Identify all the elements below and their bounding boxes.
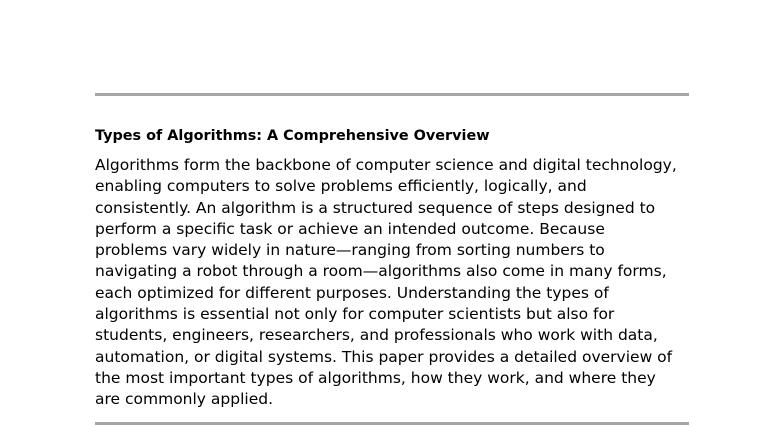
paragraph-line: are commonly applied. xyxy=(95,390,274,409)
paragraph-line: algorithms is essential not only for computer scientists but also for xyxy=(95,305,615,324)
document-title: Types of Algorithms: A Comprehensive Overview xyxy=(95,128,490,144)
paragraph-line: problems vary widely in nature—ranging from sorting numbers to xyxy=(95,241,605,260)
paragraph-line: each optimized for different purposes. Understanding the types of xyxy=(95,283,609,302)
paragraph-line: Algorithms form the backbone of computer science and digital technology, xyxy=(95,156,677,174)
top-divider xyxy=(95,93,689,96)
paragraph-line: automation, or digital systems. This paper provides a detailed overview of xyxy=(95,347,673,366)
paragraph-line: navigating a robot through a room—algorithms also come in many forms, xyxy=(95,262,667,281)
paragraph-line: consistently. An algorithm is a structured sequence of steps designed to xyxy=(95,198,656,217)
document-page xyxy=(95,93,689,411)
paragraph-line: enabling computers to solve problems efficiently, logically, and xyxy=(95,177,587,196)
paragraph-line: perform a specific task or achieve an intended outcome. Because xyxy=(95,219,605,238)
paragraph-line: the most important types of algorithms, how they work, and where they xyxy=(95,368,656,387)
intro-paragraph xyxy=(95,155,689,411)
bottom-divider xyxy=(95,422,689,425)
paragraph-line: students, engineers, researchers, and professionals who work with data, xyxy=(95,326,658,345)
